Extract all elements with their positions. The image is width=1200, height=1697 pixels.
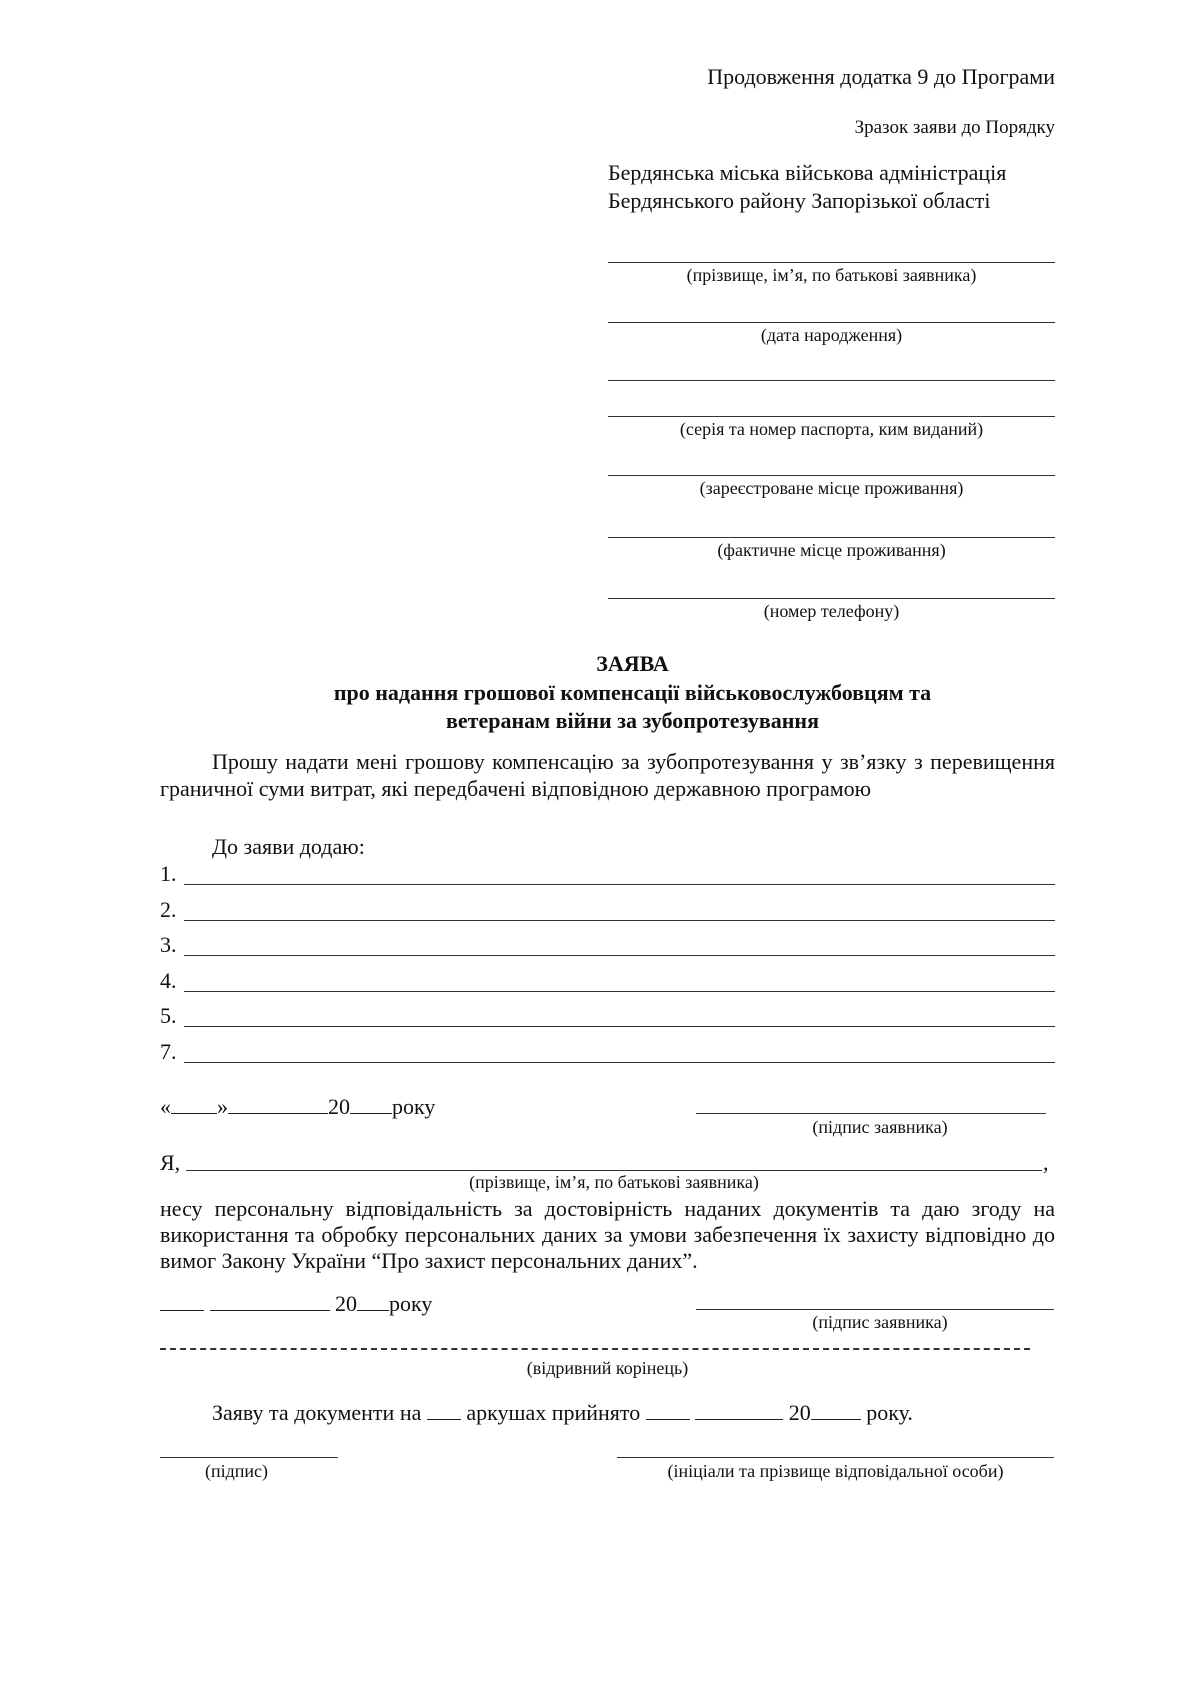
application-date: [160, 1091, 435, 1120]
attachment-number: 7.: [160, 1039, 177, 1064]
official-signature-caption: (підпис): [205, 1461, 269, 1481]
appendix-continuation-note: Продовження додатка 9 до Програми: [707, 64, 1055, 89]
applicant-signature-caption-1: (підпис заявника): [812, 1117, 948, 1137]
day-blank[interactable]: [171, 1091, 217, 1114]
century: 20: [328, 1094, 350, 1119]
registered-address-line[interactable]: [608, 475, 1055, 476]
sheets-count-blank[interactable]: [427, 1397, 461, 1420]
consent-suffix: ,: [1043, 1150, 1049, 1175]
attachment-number: 3.: [160, 932, 177, 957]
passport-caption: (серія та номер паспорта, ким виданий): [679, 419, 984, 439]
document-title: ЗАЯВА: [596, 651, 669, 676]
acceptance-text-2: аркушах прийнято: [466, 1400, 641, 1425]
birth-date-line[interactable]: [608, 322, 1055, 323]
attachments-intro: До заяви додаю:: [212, 834, 365, 859]
addressee-line-1: Бердянська міська військова адміністрація: [608, 160, 1007, 185]
consent-date: [160, 1288, 432, 1317]
passport-line-2[interactable]: [608, 416, 1055, 417]
accept-day-blank[interactable]: [646, 1397, 690, 1420]
applicant-name-caption: (прізвище, ім’я, по батькові заявника): [686, 265, 977, 285]
attachment-number: 1.: [160, 861, 177, 886]
document-subtitle-line-1: про надання грошової компенсації військовослужбовцям та: [333, 680, 932, 705]
acceptance-sentence: [212, 1397, 913, 1426]
official-name-caption: (ініціали та прізвище відповідальної особи): [667, 1461, 1004, 1481]
attachment-number: 2.: [160, 897, 177, 922]
phone-caption: (номер телефону): [763, 601, 900, 621]
applicant-name-line[interactable]: [608, 262, 1055, 263]
accept-month-blank[interactable]: [695, 1397, 783, 1420]
consent-text: несу персональну відповідальність за достовірність наданих документів та даю згоду на використання та обробку персональних даних за умови забезпечення їх захисту відповідно до вимог Закону України “Про захист персональних даних”.: [160, 1196, 1055, 1273]
document-subtitle-line-2: ветеранам війни за зубопротезування: [446, 708, 819, 733]
year-blank[interactable]: [350, 1091, 392, 1114]
month-blank[interactable]: [210, 1288, 330, 1311]
consent-name-line[interactable]: [186, 1170, 1042, 1171]
passport-line-1[interactable]: [608, 380, 1055, 381]
consent-name-caption: (прізвище, ім’я, по батькові заявника): [469, 1172, 759, 1192]
official-signature-line[interactable]: [160, 1457, 338, 1458]
attachment-line-1[interactable]: [184, 884, 1055, 885]
accept-year-blank[interactable]: [811, 1397, 861, 1420]
request-paragraph: Прошу надати мені грошову компенсацію за зубопротезування у зв’язку з перевищення граничної суми витрат, які передбачені відповідною державною програмою: [160, 749, 1055, 801]
attachment-line-2[interactable]: [184, 920, 1055, 921]
month-blank[interactable]: [228, 1091, 328, 1114]
registered-address-caption: (зареєстроване місце проживання): [699, 478, 964, 498]
actual-address-line[interactable]: [608, 537, 1055, 538]
century: 20: [788, 1400, 811, 1425]
year-word: року: [389, 1291, 433, 1316]
tear-off-dashed-line: [160, 1348, 1030, 1350]
attachment-number: 5.: [160, 1003, 177, 1028]
century: 20: [335, 1291, 357, 1316]
phone-line[interactable]: [608, 598, 1055, 599]
tear-off-caption: (відривний корінець): [526, 1358, 689, 1378]
applicant-signature-line-1[interactable]: [696, 1113, 1046, 1114]
sample-note: Зразок заяви до Порядку: [854, 117, 1055, 138]
actual-address-caption: (фактичне місце проживання): [717, 540, 946, 560]
attachment-line-4[interactable]: [184, 991, 1055, 992]
addressee-line-2: Бердянського району Запорізької області: [608, 188, 991, 213]
attachment-line-5[interactable]: [184, 1026, 1055, 1027]
day-blank[interactable]: [160, 1288, 204, 1311]
year-word: року: [392, 1094, 436, 1119]
close-quote: »: [217, 1094, 228, 1119]
year-word: року.: [866, 1400, 913, 1425]
open-quote: «: [160, 1094, 171, 1119]
acceptance-text-1: Заяву та документи на: [212, 1400, 422, 1425]
birth-date-caption: (дата народження): [760, 325, 903, 345]
applicant-signature-caption-2: (підпис заявника): [812, 1312, 948, 1332]
attachment-line-7[interactable]: [184, 1062, 1055, 1063]
attachment-number: 4.: [160, 968, 177, 993]
attachment-line-3[interactable]: [184, 955, 1055, 956]
year-blank[interactable]: [357, 1288, 389, 1311]
applicant-signature-line-2[interactable]: [696, 1309, 1054, 1310]
official-name-line[interactable]: [617, 1457, 1054, 1458]
consent-prefix: Я,: [160, 1150, 181, 1175]
